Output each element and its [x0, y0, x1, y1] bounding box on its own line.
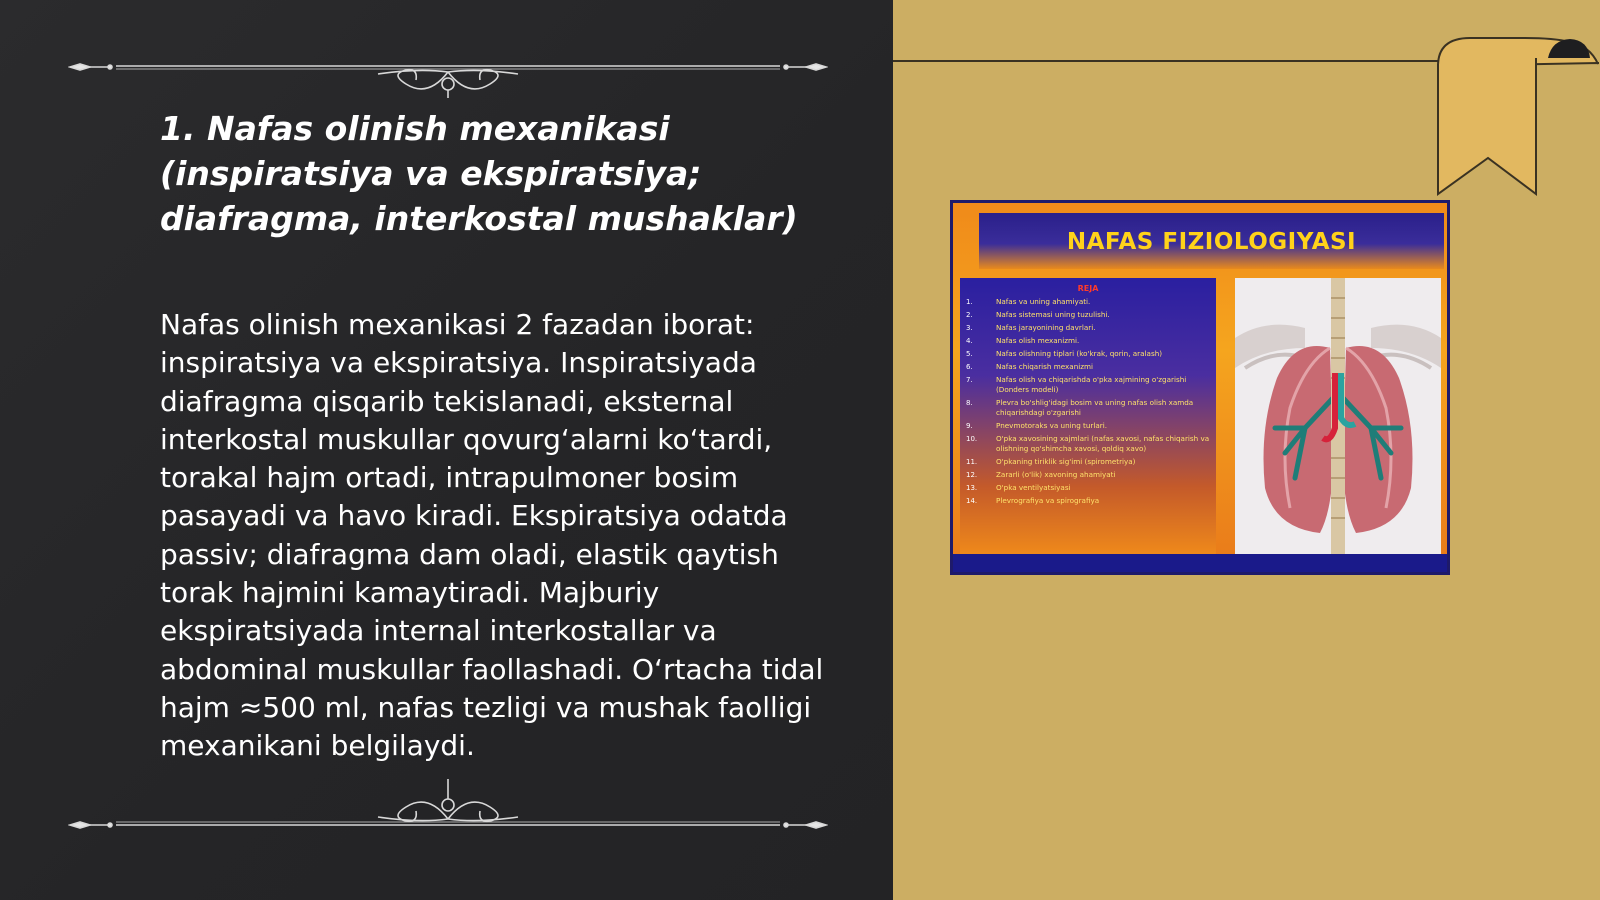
list-item-number: 10. [966, 435, 978, 443]
list-item [966, 375, 1210, 395]
bookmark-ribbon-icon [1430, 36, 1600, 201]
image-header [979, 213, 1444, 269]
list-item-text: Zararli (o'lik) xavoning ahamiyati [996, 470, 1116, 479]
list-item-text: Nafas va uning ahamiyati. [996, 297, 1091, 306]
list-item-text: O'pka xavosining xajmlari (nafas xavosi, nafas chiqarish va olishning qo'shimcha xavosi, qoldiq xavo) [996, 434, 1210, 453]
image-header-text: NAFAS FIZIOLOGIYASI [1066, 229, 1357, 255]
list-item-text: Nafas olish va chiqarishda o'pka xajmining o'zgarishi (Donders modeli) [996, 375, 1187, 394]
slide-body-text: Nafas olinish mexanikasi 2 fazadan iborat: inspiratsiya va ekspiratsiya. Inspiratsiyada diafragma qisqarib tekislanadi, eksternal interkostal muskullar qovurg‘alarni ko‘tardi, torakal hajm ortadi, intrapulmoner bosim pasayadi va havo kiradi. Ekspiratsiya odatda passiv; diafragma dam oladi, elastik qaytish torak hajmini kamaytiradi. Majburiy ekspiratsiyada internal interkostallar va abdominal muskullar faollashadi. O‘rtacha tidal hajm ≈500 ml, nafas tezligi va mushak faolligi mexanikani belgilaydi. [160, 308, 824, 763]
list-item-number: 12. [966, 471, 978, 479]
nafas-fiziologiyasi-image [950, 200, 1450, 575]
list-item-text: Nafas olish mexanizmi. [996, 336, 1080, 345]
list-item-number: 7. [966, 376, 973, 384]
list-item [966, 398, 1210, 418]
list-item [966, 496, 1210, 506]
list-item [966, 421, 1210, 431]
list-item-number: 6. [966, 363, 973, 371]
list-item-number: 3. [966, 324, 973, 332]
list-item-text: Plevrografiya va spirografiya [996, 496, 1100, 505]
list-item-number: 5. [966, 350, 973, 358]
list-item [966, 362, 1210, 372]
list-item-number: 2. [966, 311, 973, 319]
list-item [966, 457, 1210, 467]
list-item-number: 11. [966, 458, 978, 466]
list-item-text: Plevra bo'shlig'idagi bosim va uning nafas olish xamda chiqarishdagi o'zgarishi [996, 398, 1194, 417]
image-plan-heading: REJA [1077, 284, 1099, 293]
list-item-text: Nafas jarayonining davrlari. [996, 323, 1096, 332]
image-plan-list [960, 278, 1216, 556]
list-item [966, 323, 1210, 333]
list-item-number: 1. [966, 298, 973, 306]
list-item-text: Nafas sistemasi uning tuzulishi. [996, 310, 1110, 319]
list-item-text: O'pkaning tiriklik sig'imi (spirometriya) [996, 457, 1136, 466]
list-item-number: 9. [966, 422, 973, 430]
divider-line [893, 60, 1438, 62]
list-item-number: 4. [966, 337, 973, 345]
list-item-number: 14. [966, 497, 978, 505]
list-item-number: 13. [966, 484, 978, 492]
list-item [966, 470, 1210, 480]
image-plan-items [966, 297, 1210, 506]
lungs-illustration [1235, 278, 1441, 556]
list-item [966, 336, 1210, 346]
slide-title: 1. Nafas olinish mexanikasi (inspiratsiya va ekspiratsiya; diafragma, interkostal mushaklar) [160, 109, 798, 238]
list-item [966, 483, 1210, 493]
list-item-text: Pnevmotoraks va uning turlari. [996, 421, 1108, 430]
list-item-number: 8. [966, 399, 973, 407]
list-item [966, 349, 1210, 359]
image-bottom-band [953, 554, 1447, 572]
list-item [966, 310, 1210, 320]
list-item [966, 434, 1210, 454]
list-item-text: O'pka ventilyatsiyasi [996, 483, 1071, 492]
list-item [966, 297, 1210, 307]
list-item-text: Nafas chiqarish mexanizmi [996, 362, 1094, 371]
list-item-text: Nafas olishning tiplari (ko'krak, qorin, aralash) [996, 349, 1163, 358]
flourish-divider-icon [68, 38, 828, 98]
flourish-divider-icon [68, 775, 828, 835]
